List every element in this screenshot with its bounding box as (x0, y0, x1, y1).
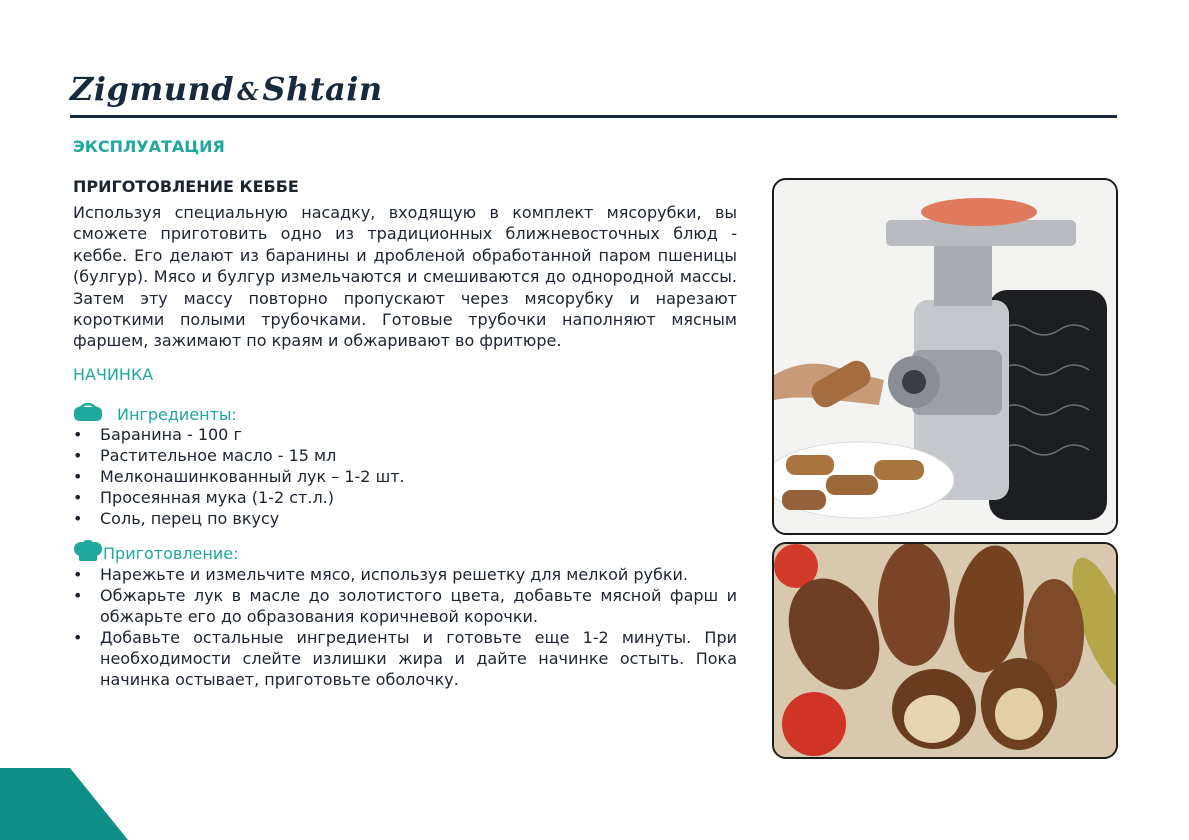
section-title: ЭКСПЛУАТАЦИЯ (73, 137, 225, 156)
ingredient-item: • Просеянная мука (1-2 ст.л.) (73, 487, 737, 508)
recipe-title: ПРИГОТОВЛЕНИЕ КЕББЕ (73, 177, 299, 196)
ingredient-item: • Баранина - 100 г (73, 424, 737, 445)
kebbe-dish-photo (772, 542, 1118, 759)
meat-grinder-photo (772, 178, 1118, 535)
intro-paragraph: Используя специальную насадку, входящую в комплект мясорубки, вы сможете приготовить одно из традиционных ближневосточных блюд - кеббе. Его делают из баранины и дробленой обработанной паром пшеницы (булгур). Мясо и булгур измельчаются и смешиваются до однородной массы. Затем эту массу повторно пропускают через мясорубку и нарезают короткими полыми трубочками. Готовые трубочки наполняют мясным фаршем, зажимают по краям и обжаривают во фритюре. (73, 203, 737, 351)
preparation-steps (73, 564, 737, 690)
preparation-step: • Обжарьте лук в масле до золотистого цвета, добавьте мясной фарш и обжарьте его до образования коричневой корочки. (73, 585, 737, 627)
ingredients-list (73, 424, 737, 529)
preparation-step: • Добавьте остальные ингредиенты и готовьте еще 1-2 минуты. При необходимости слейте излишки жира и дайте начинке остыть. Пока начинка остывает, приготовьте оболочку. (73, 627, 737, 690)
preparation-step: • Нарежьте и измельчите мясо, используя решетку для мелкой рубки. (73, 564, 737, 585)
filling-title: НАЧИНКА (73, 365, 154, 384)
ingredients-heading-row (73, 402, 237, 426)
brand-logo (70, 70, 383, 108)
brand-name-right: Shtain (262, 70, 383, 108)
brand-ampersand: & (237, 77, 260, 106)
ingredient-item: • Мелконашинкованный лук – 1-2 шт. (73, 466, 737, 487)
chef-hat-icon (73, 540, 103, 566)
corner-accent (0, 768, 128, 840)
preparation-heading: Приготовление: (103, 543, 239, 563)
brand-name-left: Zigmund (70, 70, 235, 108)
ingredient-item: • Соль, перец по вкусу (73, 508, 737, 529)
ingredient-item: • Растительное масло - 15 мл (73, 445, 737, 466)
ingredients-heading: Ингредиенты: (117, 404, 237, 424)
preparation-heading-row (73, 540, 238, 566)
basket-icon (73, 402, 103, 426)
header-rule (70, 115, 1117, 118)
